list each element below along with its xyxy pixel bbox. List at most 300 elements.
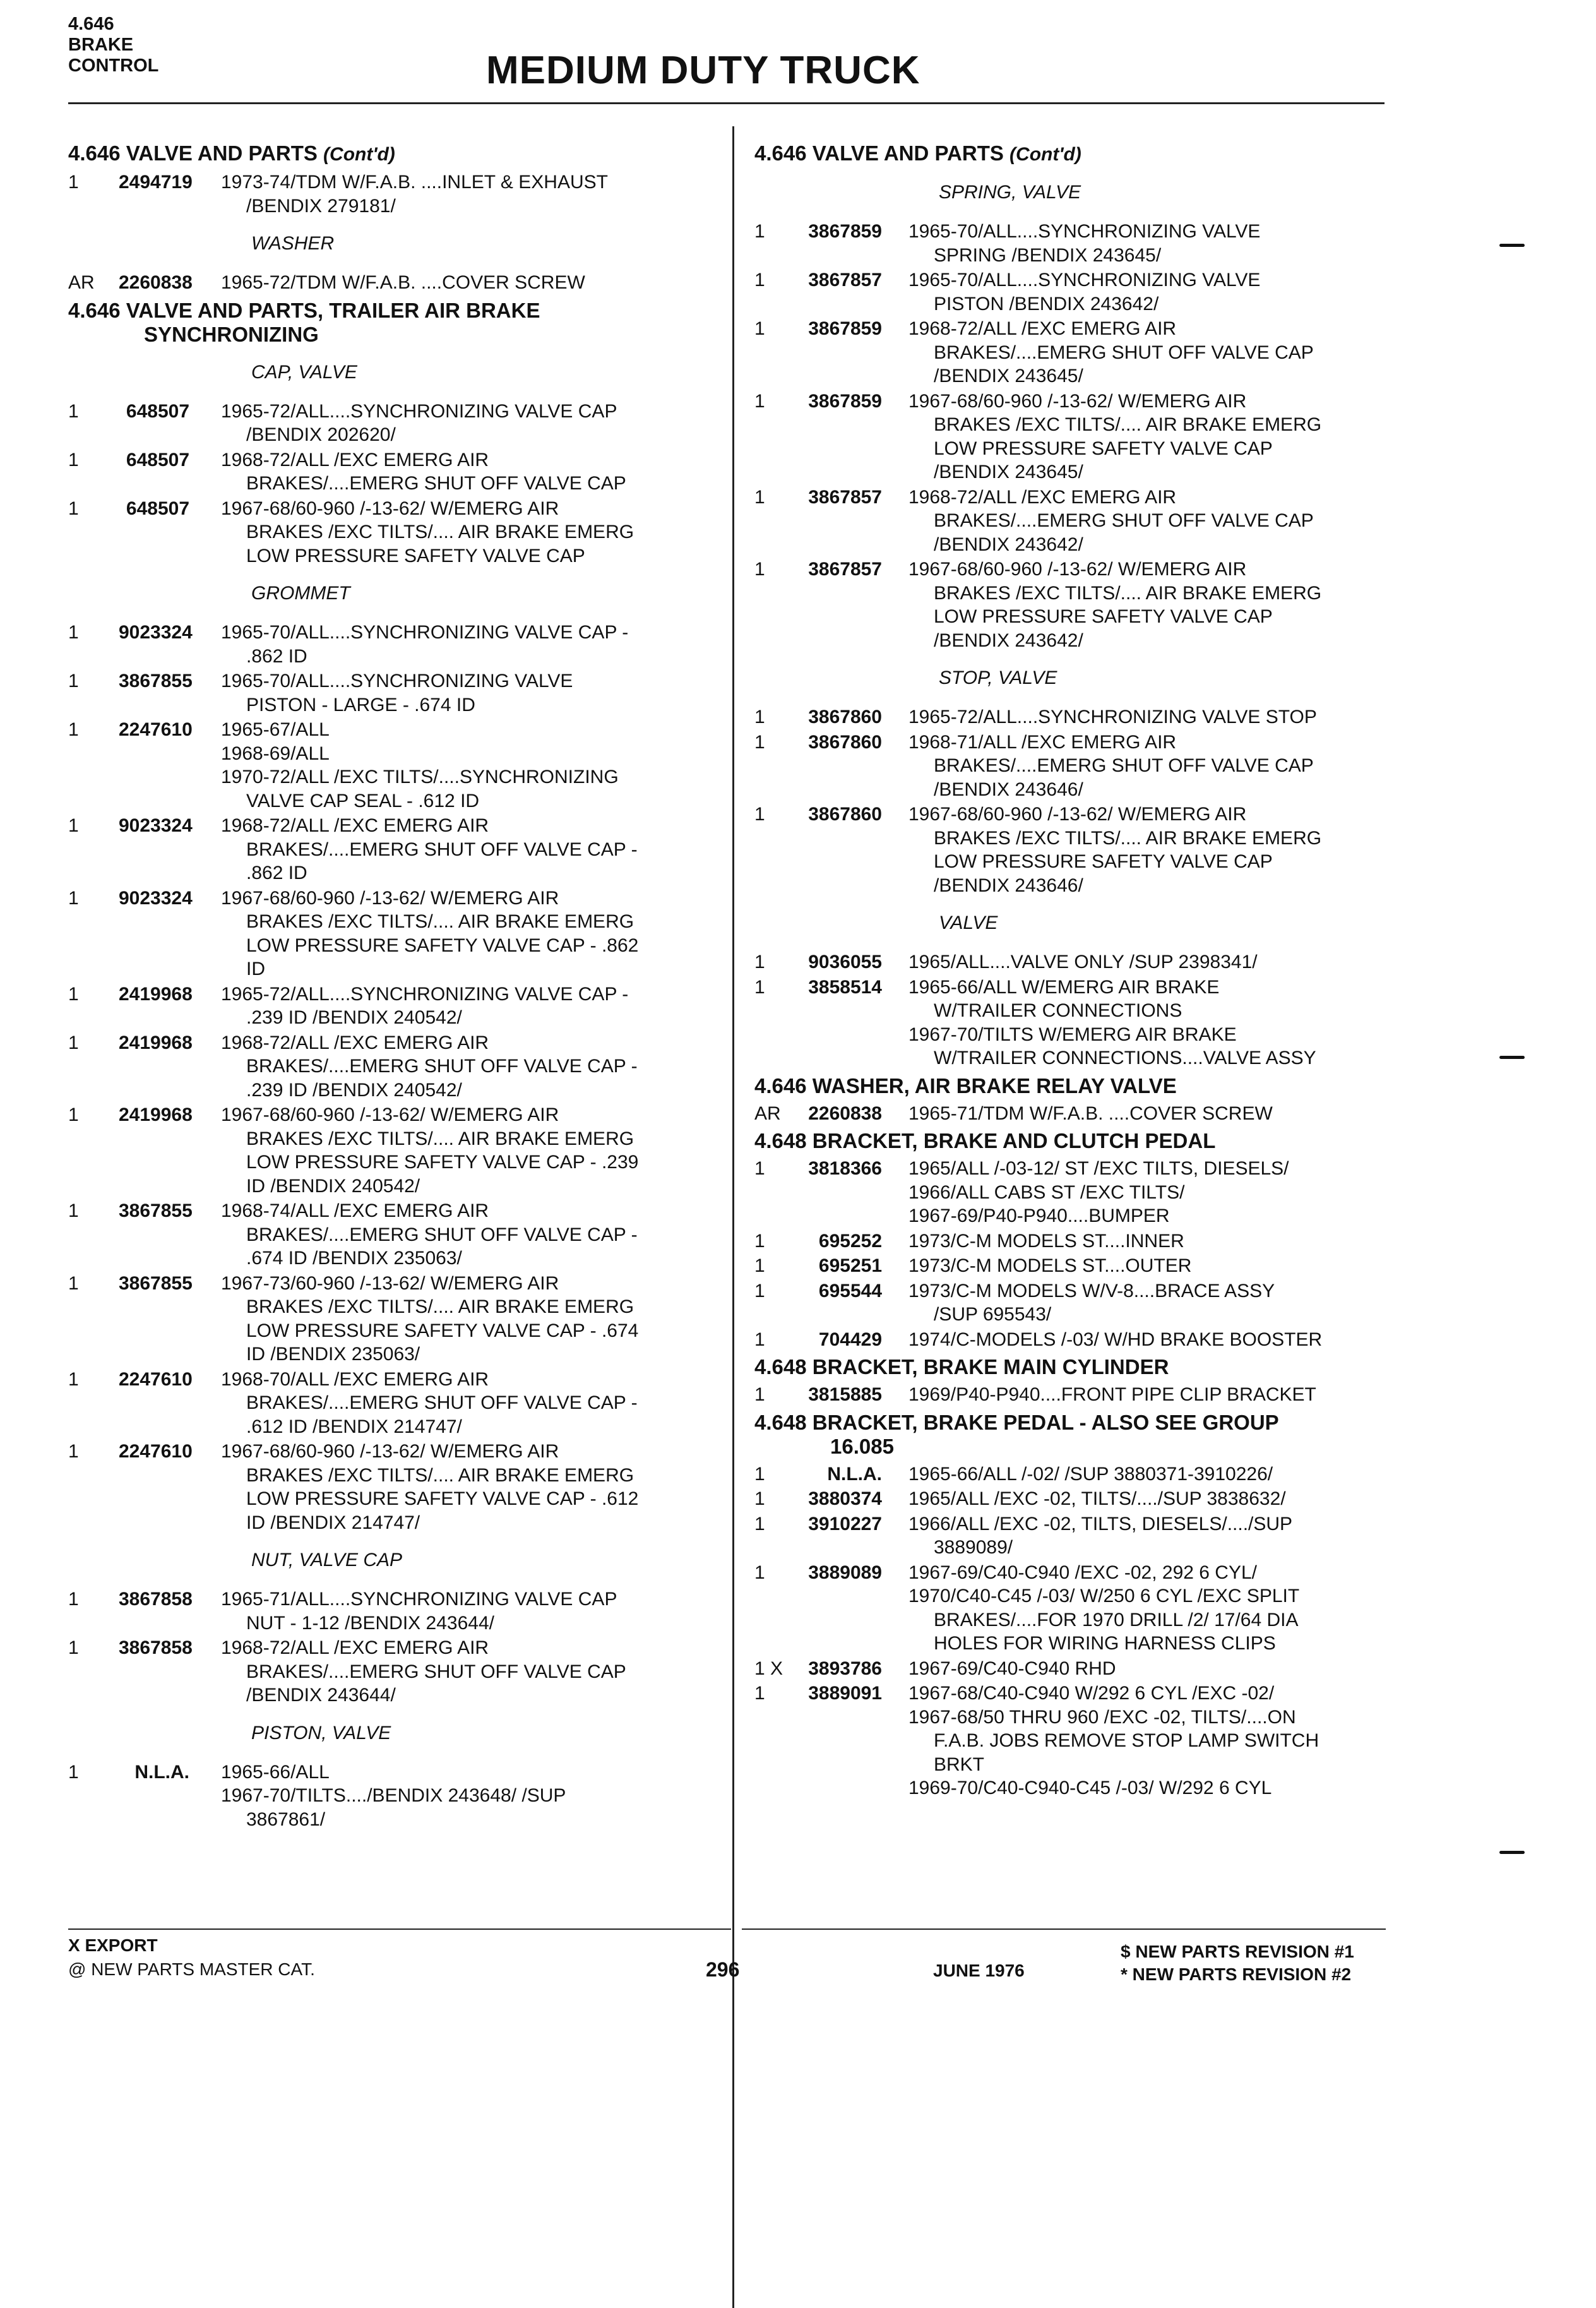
description-line: BRAKES /EXC TILTS/.... AIR BRAKE EMERG	[934, 582, 1322, 604]
description-line: 3867861/	[246, 1809, 326, 1830]
section-title: 4.646 VALVE AND PARTS, TRAILER AIR BRAKE	[68, 298, 540, 322]
part-number: 3867857	[808, 559, 882, 580]
part-row	[68, 271, 718, 295]
subheading: NUT, VALVE CAP	[251, 1550, 403, 1570]
quantity: 1	[68, 1200, 79, 1221]
quantity: 1	[754, 976, 765, 998]
part-row	[754, 390, 1424, 484]
quantity: 1	[754, 731, 765, 753]
part-number: 3867859	[808, 318, 882, 339]
description-line: .239 ID /BENDIX 240542/	[246, 1079, 462, 1101]
part-row	[68, 1272, 718, 1366]
part-description	[908, 976, 1424, 1070]
part-description	[908, 1328, 1424, 1352]
part-description	[908, 1682, 1424, 1800]
description-line: 1970-72/ALL /EXC TILTS/....SYNCHRONIZING	[221, 767, 619, 787]
description-line: /BENDIX 243642/	[934, 534, 1083, 555]
part-number: 704429	[818, 1329, 882, 1350]
description-line: 1967-68/C40-C940 W/292 6 CYL /EXC -02/	[908, 1683, 1275, 1704]
part-number: 2494719	[119, 172, 193, 193]
description-line: 1968-72/ALL /EXC EMERG AIR	[221, 449, 489, 470]
part-row	[754, 950, 1424, 974]
part-number: 2247610	[119, 719, 193, 740]
description-line: BRAKES/....EMERG SHUT OFF VALVE CAP	[246, 473, 626, 494]
part-description	[908, 220, 1424, 267]
part-row	[68, 669, 718, 717]
description-line: VALVE CAP SEAL - .612 ID	[246, 790, 480, 811]
quantity: 1	[68, 172, 79, 193]
part-row	[754, 1657, 1424, 1681]
quantity: 1	[754, 221, 765, 242]
part-row	[68, 814, 718, 885]
description-line: .612 ID /BENDIX 214747/	[246, 1416, 462, 1437]
part-description	[908, 1512, 1424, 1560]
part-description	[221, 1587, 718, 1635]
left-column	[68, 138, 718, 1833]
description-line: 1965/ALL /-03-12/ ST /EXC TILTS, DIESELS/	[908, 1158, 1289, 1179]
quantity: 1	[754, 1488, 765, 1509]
part-description	[221, 1199, 718, 1271]
part-row	[68, 400, 718, 447]
part-description	[908, 950, 1424, 974]
quantity: 1	[68, 498, 79, 519]
description-line: F.A.B. JOBS REMOVE STOP LAMP SWITCH	[934, 1730, 1319, 1751]
part-number: 2247610	[119, 1368, 193, 1390]
subheading: PISTON, VALVE	[251, 1722, 391, 1743]
description-line: LOW PRESSURE SAFETY VALVE CAP - .674	[246, 1320, 639, 1341]
part-number: 648507	[126, 400, 189, 422]
part-description	[221, 1368, 718, 1439]
part-number: 695544	[818, 1280, 882, 1301]
description-line: 1974/C-MODELS /-03/ W/HD BRAKE BOOSTER	[908, 1329, 1323, 1350]
part-description	[908, 1657, 1424, 1681]
corner-heading	[68, 14, 158, 76]
part-description	[908, 803, 1424, 897]
quantity: 1	[754, 559, 765, 580]
revision-margin-mark	[1499, 1851, 1525, 1854]
part-number: 3867855	[119, 671, 193, 691]
quantity: AR	[754, 1103, 781, 1124]
quantity: 1	[68, 719, 79, 740]
part-number: 3867860	[808, 804, 882, 825]
part-row	[68, 497, 718, 568]
section-title-continued: SYNCHRONIZING	[144, 322, 319, 346]
description-line: 1967-68/60-960 /-13-62/ W/EMERG AIR	[908, 804, 1247, 825]
part-row	[68, 1199, 718, 1271]
description-line: 1970/C40-C45 /-03/ W/250 6 CYL /EXC SPLIT	[908, 1586, 1300, 1606]
part-row	[754, 268, 1424, 316]
section-heading	[754, 1355, 1424, 1379]
description-line: BRAKES /EXC TILTS/.... AIR BRAKE EMERG	[934, 414, 1322, 435]
description-line: 1969-70/C40-C940-C45 /-03/ W/292 6 CYL	[908, 1778, 1272, 1798]
part-number: 3893786	[808, 1658, 882, 1679]
description-line: 1965-72/TDM W/F.A.B. ....COVER SCREW	[221, 272, 585, 293]
description-line: 1968-74/ALL /EXC EMERG AIR	[221, 1200, 489, 1221]
part-number: 648507	[126, 498, 189, 519]
revision-margin-mark	[1499, 1056, 1525, 1059]
section-title-continued: 16.085	[830, 1434, 894, 1458]
part-number: N.L.A.	[134, 1761, 189, 1783]
part-description	[908, 1254, 1424, 1278]
part-row	[754, 705, 1424, 729]
part-description	[221, 170, 718, 218]
description-line: 1967-68/60-960 /-13-62/ W/EMERG AIR	[908, 559, 1247, 580]
description-line: BRAKES /EXC TILTS/.... AIR BRAKE EMERG	[934, 827, 1322, 849]
part-row	[754, 317, 1424, 388]
description-line: 1967-68/60-960 /-13-62/ W/EMERG AIR	[221, 1441, 559, 1462]
part-row	[68, 1368, 718, 1439]
part-row	[68, 1440, 718, 1534]
description-line: 1965-71/ALL....SYNCHRONIZING VALVE CAP	[221, 1589, 617, 1610]
section-heading	[754, 1129, 1424, 1153]
section-number: 4.646	[68, 14, 114, 34]
description-line: BRAKES /EXC TILTS/.... AIR BRAKE EMERG	[246, 911, 634, 932]
part-number: 3880374	[808, 1488, 882, 1509]
quantity: 1	[68, 1441, 79, 1462]
part-row	[68, 448, 718, 496]
quantity: 1	[68, 1104, 79, 1125]
part-description	[908, 1279, 1424, 1327]
part-row	[754, 1328, 1424, 1352]
part-description	[908, 1561, 1424, 1656]
description-line: 1973/C-M MODELS ST....INNER	[908, 1230, 1184, 1252]
part-number: 3867855	[119, 1272, 193, 1294]
section-heading	[754, 1411, 1424, 1459]
part-description	[221, 983, 718, 1030]
footer-revision-1: $ NEW PARTS REVISION #1	[1121, 1942, 1354, 1961]
part-description	[221, 718, 718, 813]
part-number: 3818366	[808, 1158, 882, 1179]
quantity: 1	[754, 1513, 765, 1534]
description-line: ID	[246, 959, 265, 979]
description-line: 1965-67/ALL	[221, 719, 330, 740]
description-line: /BENDIX 243645/	[934, 462, 1083, 482]
part-row	[754, 1462, 1424, 1486]
quantity: 1	[68, 1589, 79, 1610]
part-description	[221, 887, 718, 981]
description-line: 1968-71/ALL /EXC EMERG AIR	[908, 731, 1177, 753]
description-line: 3889089/	[934, 1537, 1013, 1558]
description-line: LOW PRESSURE SAFETY VALVE CAP	[934, 438, 1273, 459]
description-line: /BENDIX 243642/	[934, 630, 1083, 651]
description-line: 1967-69/C40-C940 RHD	[908, 1658, 1116, 1679]
description-line: .239 ID /BENDIX 240542/	[246, 1007, 462, 1028]
part-row	[754, 1487, 1424, 1511]
subheading: STOP, VALVE	[939, 667, 1057, 688]
quantity: 1	[68, 449, 79, 470]
quantity: 1	[68, 400, 79, 422]
description-line: 1965-70/ALL....SYNCHRONIZING VALVE	[221, 671, 573, 691]
part-row	[68, 1761, 718, 1832]
section-title: 4.648 BRACKET, BRAKE MAIN CYLINDER	[754, 1355, 1169, 1378]
header-rule	[68, 102, 1385, 104]
subheading: SPRING, VALVE	[939, 182, 1081, 203]
description-line: 1965-72/ALL....SYNCHRONIZING VALVE STOP	[908, 707, 1317, 727]
description-line: 1967-73/60-960 /-13-62/ W/EMERG AIR	[221, 1272, 559, 1294]
part-number: 3815885	[808, 1384, 882, 1405]
description-line: .862 ID	[246, 645, 307, 667]
part-description	[221, 271, 718, 295]
quantity: 1	[68, 887, 79, 909]
description-line: 1967-69/C40-C940 /EXC -02, 292 6 CYL/	[908, 1562, 1257, 1583]
quantity: 1	[68, 1761, 79, 1783]
description-line: LOW PRESSURE SAFETY VALVE CAP - .612	[246, 1488, 639, 1509]
description-line: 1965-71/TDM W/F.A.B. ....COVER SCREW	[908, 1103, 1273, 1124]
description-line: BRAKES/....EMERG SHUT OFF VALVE CAP -	[246, 839, 638, 860]
part-description	[908, 1229, 1424, 1253]
part-row	[68, 718, 718, 813]
part-row	[754, 1512, 1424, 1560]
description-line: 1968-70/ALL /EXC EMERG AIR	[221, 1368, 489, 1390]
part-number: 2419968	[119, 1032, 193, 1053]
description-line: 1965-66/ALL W/EMERG AIR BRAKE	[908, 976, 1220, 998]
description-line: 1967-68/60-960 /-13-62/ W/EMERG AIR	[221, 1104, 559, 1125]
description-line: 1966/ALL /EXC -02, TILTS, DIESELS/..../SUP	[908, 1513, 1293, 1534]
description-line: BRAKES/....EMERG SHUT OFF VALVE CAP -	[246, 1392, 638, 1413]
description-line: BRAKES /EXC TILTS/.... AIR BRAKE EMERG	[246, 522, 634, 542]
footer-master-note: @ NEW PARTS MASTER CAT.	[68, 1959, 315, 1979]
part-number: 695252	[818, 1230, 882, 1252]
footer-export-note: X EXPORT	[68, 1935, 158, 1955]
part-number: N.L.A.	[827, 1463, 882, 1485]
part-description	[221, 1103, 718, 1198]
section-title: 4.646 WASHER, AIR BRAKE RELAY VALVE	[754, 1073, 1177, 1097]
description-line: /BENDIX 243646/	[934, 875, 1083, 896]
part-number: 3858514	[808, 976, 882, 998]
part-number: 3867857	[808, 270, 882, 290]
part-description	[908, 731, 1424, 802]
description-line: ID /BENDIX 214747/	[246, 1512, 420, 1533]
part-description	[221, 1031, 718, 1103]
description-line: 1965-72/ALL....SYNCHRONIZING VALVE CAP	[221, 400, 617, 422]
description-line: 1973/C-M MODELS ST....OUTER	[908, 1255, 1192, 1276]
quantity: 1	[68, 1637, 79, 1658]
quantity: 1	[754, 318, 765, 339]
quantity: 1	[754, 390, 765, 412]
part-row	[754, 1279, 1424, 1327]
part-description	[221, 669, 718, 717]
part-number: 3867857	[808, 486, 882, 508]
part-row	[754, 1157, 1424, 1228]
part-row	[754, 220, 1424, 267]
description-line: ID /BENDIX 240542/	[246, 1175, 420, 1197]
description-line: ID /BENDIX 235063/	[246, 1344, 420, 1365]
description-line: 1965-70/ALL....SYNCHRONIZING VALVE CAP -	[221, 622, 629, 643]
quantity: 1	[68, 1032, 79, 1053]
part-number: 2260838	[808, 1103, 882, 1124]
part-description	[221, 814, 718, 885]
quantity: 1	[754, 486, 765, 508]
part-number: 3867858	[119, 1637, 193, 1658]
part-number: 3910227	[808, 1513, 882, 1534]
part-number: 3867855	[119, 1200, 193, 1221]
description-line: BRAKES /EXC TILTS/.... AIR BRAKE EMERG	[246, 1296, 634, 1317]
quantity: 1	[754, 1384, 765, 1405]
quantity: 1	[68, 671, 79, 691]
part-row	[754, 1682, 1424, 1800]
section-heading	[68, 299, 718, 347]
continued-note: (Cont'd)	[1009, 144, 1081, 165]
category-line-1: BRAKE	[68, 35, 134, 55]
section-heading	[754, 141, 1424, 167]
category-line-2: CONTROL	[68, 56, 159, 76]
quantity: 1	[68, 815, 79, 836]
description-line: LOW PRESSURE SAFETY VALVE CAP - .239	[246, 1152, 639, 1173]
description-line: LOW PRESSURE SAFETY VALVE CAP	[246, 545, 585, 566]
part-row	[754, 1561, 1424, 1656]
part-row	[68, 1031, 718, 1103]
quantity: 1	[754, 804, 765, 825]
description-line: BRAKES /EXC TILTS/.... AIR BRAKE EMERG	[246, 1464, 634, 1486]
description-line: 1967-68/60-960 /-13-62/ W/EMERG AIR	[221, 498, 559, 519]
part-number: 3867860	[808, 707, 882, 727]
description-line: LOW PRESSURE SAFETY VALVE CAP	[934, 606, 1273, 627]
quantity: 1	[754, 1255, 765, 1276]
quantity: 1	[754, 270, 765, 290]
description-line: /BENDIX 202620/	[246, 424, 396, 445]
description-line: 1968-72/ALL /EXC EMERG AIR	[908, 318, 1177, 339]
part-number: 2260838	[119, 272, 193, 293]
footer-rule-left	[68, 1928, 731, 1930]
part-number: 3889089	[808, 1562, 882, 1583]
description-line: /BENDIX 243645/	[934, 366, 1083, 386]
part-number: 2419968	[119, 1104, 193, 1125]
part-description	[908, 390, 1424, 484]
description-line: /BENDIX 243644/	[246, 1685, 396, 1706]
section-title: 4.646 VALVE AND PARTS	[68, 141, 318, 165]
part-description	[908, 317, 1424, 388]
page-number: 296	[706, 1958, 740, 1981]
description-line: 1965/ALL /EXC -02, TILTS/..../SUP 3838632/	[908, 1488, 1286, 1509]
part-description	[221, 400, 718, 447]
description-line: 1968-72/ALL /EXC EMERG AIR	[221, 815, 489, 836]
description-line: BRAKES/....EMERG SHUT OFF VALVE CAP	[246, 1661, 626, 1682]
quantity: 1	[754, 1280, 765, 1301]
subheading: VALVE	[939, 912, 998, 933]
description-line: 1965/ALL....VALVE ONLY /SUP 2398341/	[908, 952, 1258, 972]
section-title: 4.646 VALVE AND PARTS	[754, 141, 1004, 165]
quantity: 1	[68, 622, 79, 643]
description-line: 1967-69/P40-P940....BUMPER	[908, 1205, 1170, 1226]
section-title: 4.648 BRACKET, BRAKE PEDAL - ALSO SEE GROUP	[754, 1410, 1279, 1434]
part-row	[754, 976, 1424, 1070]
description-line: BRAKES/....EMERG SHUT OFF VALVE CAP	[934, 755, 1314, 776]
part-row	[754, 1254, 1424, 1278]
description-line: NUT - 1-12 /BENDIX 243644/	[246, 1612, 494, 1634]
quantity: 1	[68, 1272, 79, 1294]
description-line: PISTON - LARGE - .674 ID	[246, 694, 475, 715]
part-number: 3867858	[119, 1589, 193, 1610]
part-description	[908, 558, 1424, 652]
part-row	[754, 486, 1424, 557]
quantity: 1	[68, 1368, 79, 1390]
quantity: 1	[754, 1562, 765, 1583]
part-description	[908, 705, 1424, 729]
part-number: 2419968	[119, 983, 193, 1005]
description-line: 1965-72/ALL....SYNCHRONIZING VALVE CAP -	[221, 983, 629, 1005]
footer-date: JUNE 1976	[933, 1961, 1025, 1980]
part-row	[68, 170, 718, 218]
description-line: LOW PRESSURE SAFETY VALVE CAP	[934, 851, 1273, 872]
description-line: .862 ID	[246, 863, 307, 883]
part-row	[754, 1383, 1424, 1407]
description-line: 1968-69/ALL	[221, 743, 330, 764]
part-number: 9023324	[119, 887, 193, 909]
continued-note: (Cont'd)	[323, 144, 395, 165]
part-description	[908, 1487, 1424, 1511]
description-line: BRKT	[934, 1754, 985, 1775]
description-line: PISTON /BENDIX 243642/	[934, 293, 1159, 314]
part-description	[221, 1272, 718, 1366]
right-column	[754, 138, 1424, 1802]
quantity: 1	[754, 1683, 765, 1704]
section-heading	[68, 141, 718, 167]
part-description	[908, 1157, 1424, 1228]
part-number: 9036055	[808, 952, 882, 972]
part-description	[221, 621, 718, 668]
description-line: /BENDIX 243646/	[934, 779, 1083, 800]
description-line: BRAKES/....EMERG SHUT OFF VALVE CAP	[934, 510, 1314, 531]
description-line: W/TRAILER CONNECTIONS....VALVE ASSY	[934, 1048, 1316, 1068]
quantity: 1	[754, 1329, 765, 1350]
part-number: 3889091	[808, 1683, 882, 1704]
part-number: 9023324	[119, 622, 193, 643]
description-line: 1966/ALL CABS ST /EXC TILTS/	[908, 1181, 1185, 1203]
description-line: BRAKES/....FOR 1970 DRILL /2/ 17/64 DIA	[934, 1609, 1299, 1630]
subheading: GROMMET	[251, 583, 350, 604]
description-line: BRAKES/....EMERG SHUT OFF VALVE CAP -	[246, 1056, 638, 1077]
quantity: 1	[754, 1230, 765, 1252]
part-number: 9023324	[119, 815, 193, 836]
quantity: 1	[754, 1463, 765, 1485]
part-number: 2247610	[119, 1441, 193, 1462]
quantity: 1	[754, 707, 765, 727]
part-row	[68, 1103, 718, 1198]
description-line: SPRING /BENDIX 243645/	[934, 244, 1162, 266]
part-row	[754, 1102, 1424, 1126]
quantity: 1 X	[754, 1658, 783, 1679]
description-line: 1968-72/ALL /EXC EMERG AIR	[908, 486, 1177, 508]
revision-margin-mark	[1499, 244, 1525, 247]
part-row	[68, 1636, 718, 1707]
quantity: AR	[68, 272, 95, 293]
part-row	[754, 1229, 1424, 1253]
part-row	[754, 731, 1424, 802]
part-number: 648507	[126, 449, 189, 470]
quantity: 1	[754, 952, 765, 972]
part-number: 695251	[818, 1255, 882, 1276]
description-line: 1968-72/ALL /EXC EMERG AIR	[221, 1032, 489, 1053]
part-description	[908, 268, 1424, 316]
part-description	[908, 1383, 1424, 1407]
description-line: BRAKES/....EMERG SHUT OFF VALVE CAP -	[246, 1224, 638, 1245]
part-row	[754, 558, 1424, 652]
description-line: 1973-74/TDM W/F.A.B. ....INLET & EXHAUST	[221, 172, 608, 193]
subheading: WASHER	[251, 233, 335, 254]
part-row	[68, 887, 718, 981]
description-line: 1967-70/TILTS..../BENDIX 243648/ /SUP	[221, 1785, 566, 1806]
description-line: 1967-70/TILTS W/EMERG AIR BRAKE	[908, 1024, 1237, 1045]
description-line: BRAKES /EXC TILTS/.... AIR BRAKE EMERG	[246, 1128, 634, 1149]
description-line: 1969/P40-P940....FRONT PIPE CLIP BRACKET	[908, 1384, 1316, 1405]
part-description	[908, 1462, 1424, 1486]
description-line: 1965-70/ALL....SYNCHRONIZING VALVE	[908, 221, 1261, 242]
page-title: MEDIUM DUTY TRUCK	[486, 49, 920, 92]
description-line: 1968-72/ALL /EXC EMERG AIR	[221, 1637, 489, 1658]
description-line: 1965-66/ALL /-02/ /SUP 3880371-3910226/	[908, 1463, 1273, 1485]
part-number: 3867859	[808, 390, 882, 412]
description-line: BRAKES/....EMERG SHUT OFF VALVE CAP	[934, 342, 1314, 363]
